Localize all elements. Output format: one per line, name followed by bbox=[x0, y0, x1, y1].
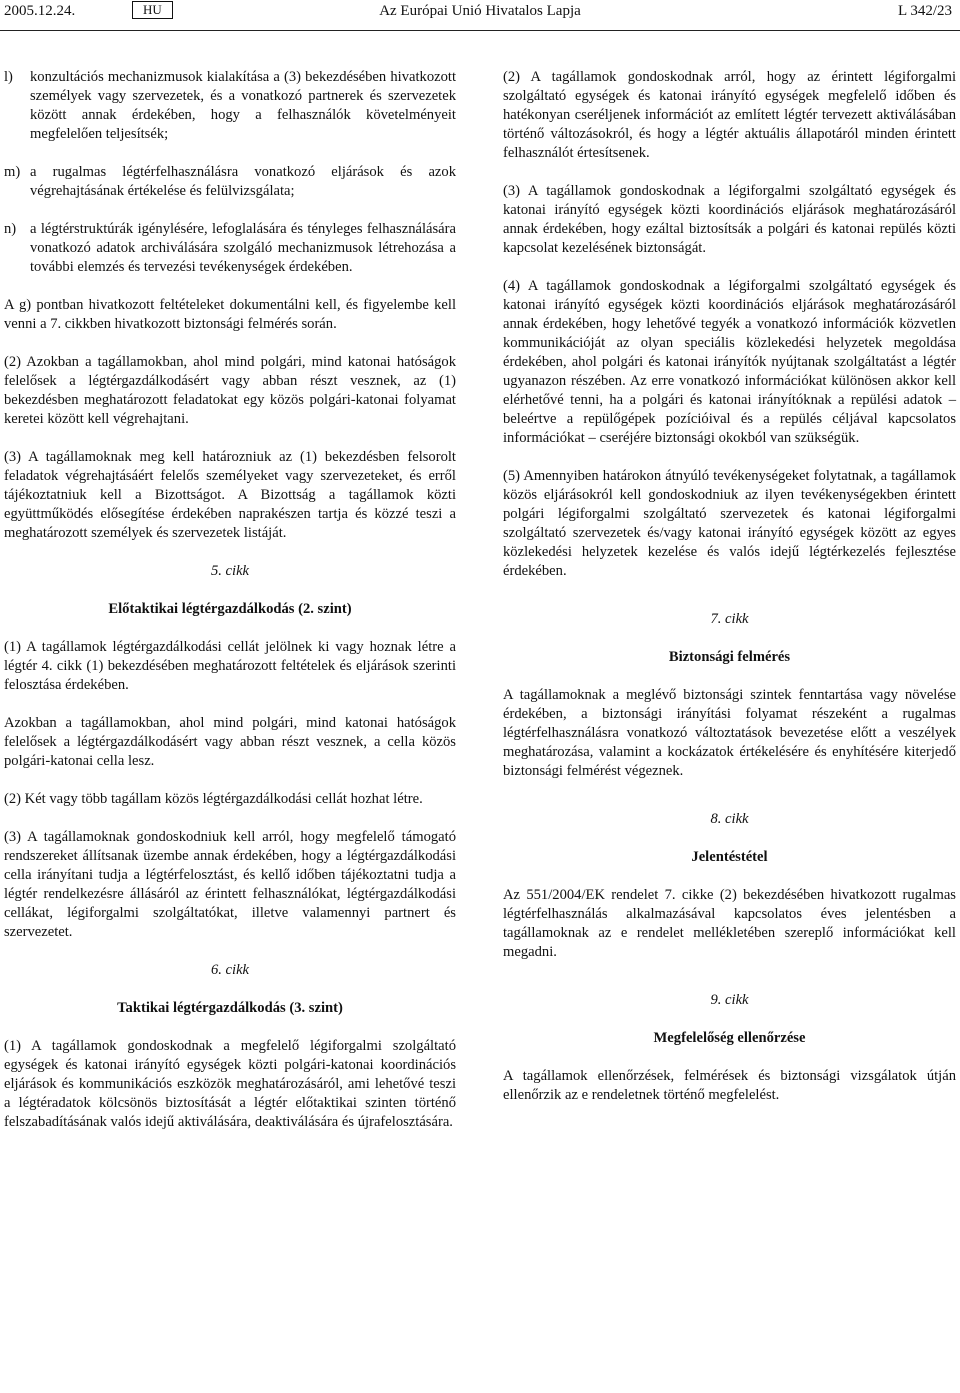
language-badge: HU bbox=[132, 1, 173, 19]
item-label: n) bbox=[4, 221, 17, 237]
item-text: konzultációs mechanizmusok kialakítása a (3) bekezdésében hivatkozott személyek vagy szervezetek, és a vonatkozó partnerek és szervezetek között annak érdekében, hogy a felhasználók követelményeit megfelelően teljesítsék; bbox=[30, 69, 456, 142]
left-column bbox=[4, 68, 456, 1151]
paragraph: (5) Amennyiben határokon átnyúló tevékenységeket folytatnak, a tagállamok közös eljárásokról kell gondoskodniuk az ilyen tevékenységekben érintett polgári légiforgalmi szolgáltató szervezetek és katonai légiforgalmi szolgáltató szervezetek és/vagy katonai irányító egységek között az egyes közlekedési helyzetek kezelése és valós idejű légtérkezelés fejlesztése érdekében. bbox=[503, 468, 956, 579]
paragraph: Azokban a tagállamokban, ahol mind polgári, mind katonai hatóságok felelősek a légtérgazdálkodásért vagy abban részt vesznek, a cella közös polgári-katonai cella lesz. bbox=[4, 715, 456, 769]
paragraph: (3) A tagállamoknak meg kell határozniuk az (1) bekezdésben felsorolt feladatok végrehajtásáért felelős személyeket vagy szervezeteket, és erről tájékoztatniuk kell a Bizottságot. A Bizottság a tagállamok közti együttműködés elősegítése érdekében naprakészen tartja és közzé teszi a meghatározott személyek és szervezetek listáját. bbox=[4, 449, 456, 541]
list-item-l bbox=[4, 68, 456, 144]
article-title: Taktikai légtérgazdálkodás (3. szint) bbox=[117, 1000, 343, 1016]
paragraph: (2) Azokban a tagállamokban, ahol mind polgári, mind katonai hatóságok felelősek a légtérgazdálkodásért vagy abban részt vesznek, az (1) bekezdésben meghatározott feladatokat egy közös polgári-katonai folyamat keretei között kell végrehajtani. bbox=[4, 354, 456, 427]
paragraph: A tagállamoknak a meglévő biztonsági szintek fenntartása vagy növelése érdekében, a biztonsági irányítási folyamat részeként a rugalmas légtérfelhasználásra vonatkozó változtatások bevezetése előtt a veszélyek meghatározása, valamint a kockázatok értékelésére és enyhítésére kiterjedő biztonsági felmérést végeznek. bbox=[503, 687, 956, 779]
article-number: 8. cikk bbox=[710, 811, 749, 827]
list-item-m bbox=[4, 163, 456, 201]
list-item-n bbox=[4, 220, 456, 277]
header-rule bbox=[0, 30, 960, 31]
article-title: Jelentéstétel bbox=[691, 849, 768, 865]
article-number: 5. cikk bbox=[210, 563, 250, 579]
article-title: Megfelelőség ellenőrzése bbox=[653, 1030, 806, 1046]
paragraph: Az 551/2004/EK rendelet 7. cikke (2) bekezdésében hivatkozott rugalmas légtérfelhasználás alkalmazásával kapcsolatos éves jelentésben a tagállamoknak az e rendelet mellékletében szereplő információkat kell megadni. bbox=[503, 887, 956, 960]
right-column bbox=[503, 68, 956, 1124]
paragraph: (2) Két vagy több tagállam közös légtérgazdálkodási cellát hozhat létre. bbox=[4, 791, 423, 807]
page-number: L 342/23 bbox=[897, 3, 952, 19]
item-label: m) bbox=[4, 164, 21, 180]
paragraph: A g) pontban hivatkozott feltételeket dokumentálni kell, és figyelembe kell venni a 7. cikkben hivatkozott biztonsági felmérés során. bbox=[4, 297, 456, 332]
article-number: 6. cikk bbox=[210, 962, 250, 978]
paragraph: (2) A tagállamok gondoskodnak arról, hogy az érintett légiforgalmi szolgáltató egységek és katonai irányító egységek megfelelő időben és hatékonyan cseréljenek információt az említett légtér tervezett aktiválásában történő változásokról, és hogy a légtér aktuális állapotáról minden érintett felhasználót értesítsenek. bbox=[503, 69, 956, 161]
paragraph: (3) A tagállamoknak gondoskodniuk kell arról, hogy megfelelő támogató rendszereket állítsanak üzembe annak érdekében, hogy a légtérgazdálkodási cella irányítani tudja a légtérfelosztást, és kellő időben tájékoztatni tudja a légtér rendelkezésre állásáról az érintett felhasználókat, légtérgazdálkodási cellákat, légiforgalmi szolgáltatókat, illetve valamennyi partnert és szervezetet. bbox=[4, 829, 456, 940]
article-number: 9. cikk bbox=[710, 992, 749, 1008]
article-title: Előtaktikai légtérgazdálkodás (2. szint) bbox=[108, 601, 352, 617]
journal-header bbox=[0, 0, 960, 28]
item-text: a légtérstruktúrák igénylésére, lefoglalására és tényleges felhasználására vonatkozó adatok archiválására szolgáló mechanizmusok létrehozása a további elemzés és tervezési tevékenységek érdekében. bbox=[30, 221, 456, 275]
item-text: a rugalmas légtérfelhasználásra vonatkozó eljárások és azok végrehajtásának értékelése és felülvizsgálata; bbox=[30, 164, 456, 199]
journal-title: Az Európai Unió Hivatalos Lapja bbox=[379, 3, 581, 19]
issue-date: 2005.12.24. bbox=[4, 3, 76, 19]
article-title: Biztonsági felmérés bbox=[668, 649, 791, 665]
item-label: l) bbox=[4, 69, 13, 85]
paragraph: (3) A tagállamok gondoskodnak a légiforgalmi szolgáltató egységek és katonai irányító egységek közti koordinációs eljárások meghatározásáról annak érdekében, hogy ezáltal biztosítsák a polgári és katonai repülés közti kapcsolat kezelésének biztonságát. bbox=[503, 183, 956, 256]
paragraph: (1) A tagállamok légtérgazdálkodási cellát jelölnek ki vagy hoznak létre a légtér 4. cikk (1) bekezdésében meghatározott feltételek és eljárások szerinti felosztása érdekében. bbox=[4, 639, 456, 693]
article-number: 7. cikk bbox=[710, 611, 749, 627]
paragraph: (1) A tagállamok gondoskodnak a megfelelő légiforgalmi szolgáltató egységek és katonai irányító egységek közti polgári-katonai koordinációs eljárások és kommunikációs eszközök meghatározásáról, ami lehetővé teszi a légtéradatok kölcsönös biztosítását a légtér előtaktikai szinten történő felszabadításának valós idejű aktiválására, deaktiválására és újrafelosztására. bbox=[4, 1038, 456, 1130]
paragraph: (4) A tagállamok gondoskodnak a légiforgalmi szolgáltató egységek és katonai irányító egységek közti koordinációs eljárások meghatározásáról annak érdekében, hogy lehetővé tegyék a vonatkozó információk közvetlen kommunikációját az olyan speciális közlekedési helyzetek megoldása érdekében, ahol polgári és katonai irányítók nyújtanak szolgáltatást a légtér ugyanazon részében. Az erre vonatkozó információkat különösen akkor kell elérhetővé tenni, ha a polgári és katonai irányítóknak a repülési adatok – beleértve a repülőgépek pozícióival és a repülés céljával kapcsolatos információkat – cseréjére biztonsági okokból van szükségük. bbox=[503, 278, 956, 446]
paragraph: A tagállamok ellenőrzések, felmérések és biztonsági vizsgálatok útján ellenőrzik az e rendeletnek történő megfelelést. bbox=[503, 1068, 956, 1103]
